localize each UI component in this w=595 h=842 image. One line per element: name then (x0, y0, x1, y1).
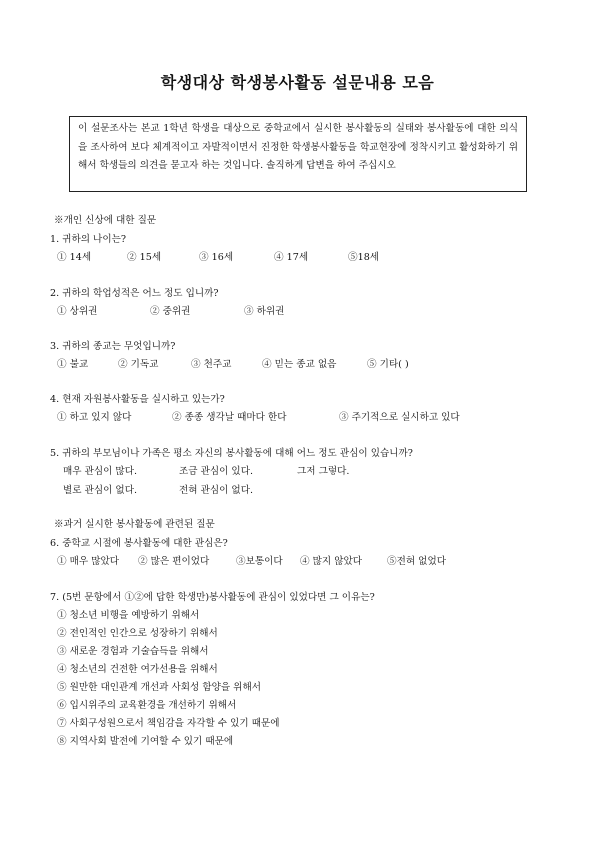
q6-option-1[interactable]: ① 매우 많았다 (57, 556, 120, 567)
document-title: 학생대상 학생봉사활동 설문내용 모음 (160, 73, 435, 92)
q6-option-3[interactable]: ③보통이다 (236, 556, 283, 567)
q7-option-5[interactable]: ⑤ 원만한 대인관계 개선과 사회성 함양을 위해서 (57, 682, 261, 693)
q3-option-5[interactable]: ⑤ 기타( ) (367, 359, 409, 370)
q3-option-1[interactable]: ① 불교 (57, 359, 89, 370)
q4-option-1[interactable]: ① 하고 있지 않다 (57, 412, 132, 423)
question-3: 3. 귀하의 종교는 무엇입니까? (50, 341, 176, 352)
question-2: 2. 귀하의 학업성적은 어느 정도 입니까? (50, 288, 219, 299)
q2-option-3[interactable]: ③ 하위권 (244, 306, 285, 317)
q7-option-3[interactable]: ③ 새로운 경험과 기술습득을 위해서 (57, 646, 209, 657)
q7-option-4[interactable]: ④ 청소년의 건전한 여가선용을 위해서 (57, 664, 218, 675)
q5-option-3[interactable]: 그저 그렇다. (297, 466, 350, 477)
q6-option-5[interactable]: ⑤전혀 없었다 (387, 556, 446, 567)
question-7: 7. (5번 문항에서 ①②에 답한 학생만)봉사활동에 관심이 있었다면 그 이유는? (50, 592, 375, 603)
question-5: 5. 귀하의 부모님이나 가족은 평소 자신의 봉사활동에 대해 어느 정도 관심이 있습니까? (50, 448, 413, 459)
q5-option-1[interactable]: 매우 관심이 많다. (63, 466, 138, 477)
q3-option-2[interactable]: ② 기독교 (118, 359, 159, 370)
question-4: 4. 현재 자원봉사활동을 실시하고 있는가? (50, 394, 225, 405)
question-1: 1. 귀하의 나이는? (50, 234, 127, 245)
q4-option-3[interactable]: ③ 주기적으로 실시하고 있다 (339, 412, 460, 423)
q7-option-2[interactable]: ② 전인적인 인간으로 성장하기 위해서 (57, 628, 218, 639)
section-heading-past-activity: ※과거 실시한 봉사활동에 관련된 질문 (54, 519, 215, 530)
q1-option-4[interactable]: ④ 17세 (274, 252, 309, 263)
q1-option-5[interactable]: ⑤18세 (348, 252, 380, 263)
question-6: 6. 중학교 시절에 봉사활동에 대한 관심은? (50, 538, 228, 549)
section-heading-personal: ※개인 신상에 대한 질문 (54, 215, 157, 226)
q7-option-1[interactable]: ① 청소년 비행을 예방하기 위해서 (57, 610, 200, 621)
q6-option-2[interactable]: ② 많은 편이었다 (138, 556, 210, 567)
q7-option-7[interactable]: ⑦ 사회구성원으로서 책임감을 자각할 수 있기 때문에 (57, 718, 280, 729)
q3-option-3[interactable]: ③ 천주교 (191, 359, 232, 370)
q5-option-4[interactable]: 별로 관심이 없다. (63, 485, 138, 496)
intro-box: 이 설문조사는 본교 1학년 학생을 대상으로 중학교에서 실시한 봉사활동의 실태와 봉사활동에 대한 의식을 조사하여 보다 체계적이고 자발적이면서 진정한 학생봉사활동을 학교현장에 정착시키고 활성화하기 위해서 학생들의 의견을 묻고자 하는 것입니다. 솔직하게 답변을 하여 주십시오 (69, 116, 527, 192)
q6-option-4[interactable]: ④ 많지 않았다 (300, 556, 363, 567)
q7-option-8[interactable]: ⑧ 지역사회 발전에 기여할 수 있기 때문에 (57, 736, 234, 747)
q3-option-4[interactable]: ④ 믿는 종교 없음 (262, 359, 337, 370)
q7-option-6[interactable]: ⑥ 입시위주의 교육환경을 개선하기 위해서 (57, 700, 237, 711)
q1-option-2[interactable]: ② 15세 (127, 252, 162, 263)
q1-option-1[interactable]: ① 14세 (57, 252, 92, 263)
q5-option-5[interactable]: 전혀 관심이 없다. (179, 485, 254, 496)
q4-option-2[interactable]: ② 종종 생각날 때마다 한다 (172, 412, 287, 423)
q2-option-1[interactable]: ① 상위권 (57, 306, 98, 317)
q2-option-2[interactable]: ② 중위권 (150, 306, 191, 317)
q1-option-3[interactable]: ③ 16세 (199, 252, 234, 263)
q5-option-2[interactable]: 조금 관심이 있다. (179, 466, 254, 477)
